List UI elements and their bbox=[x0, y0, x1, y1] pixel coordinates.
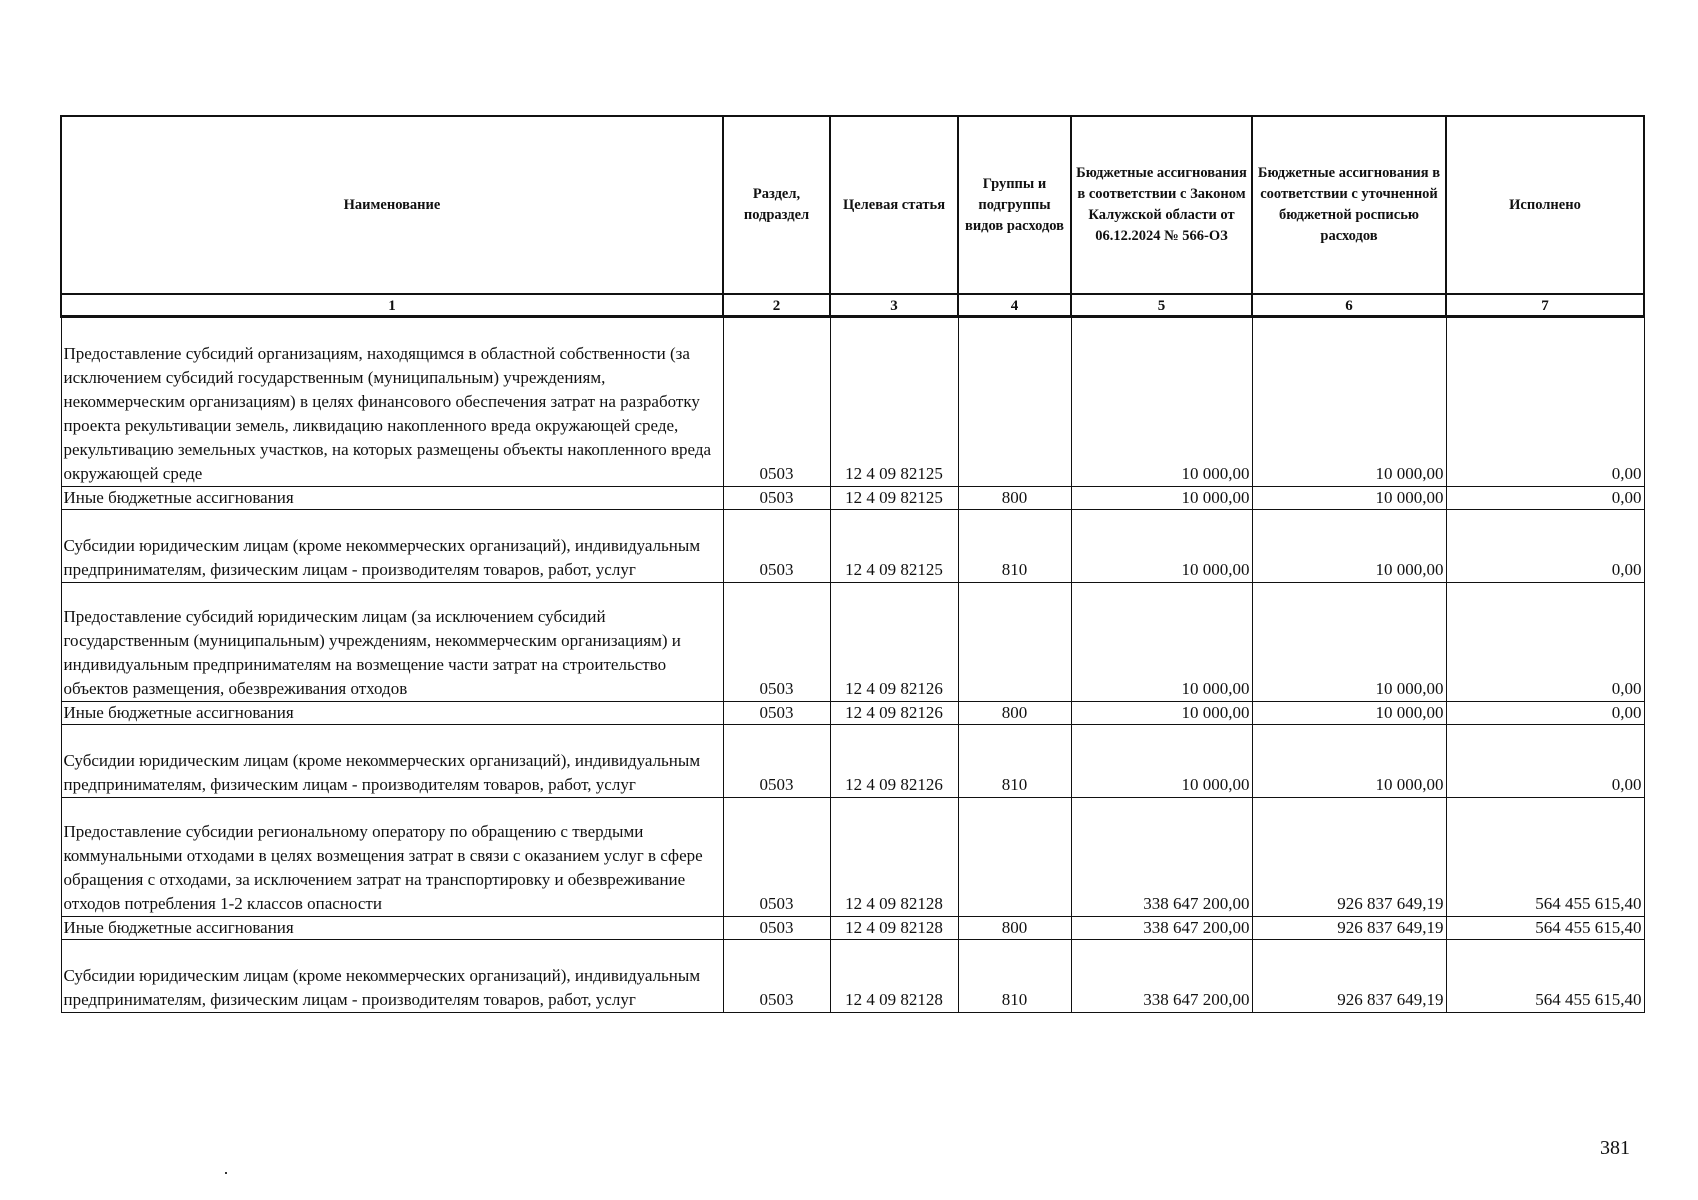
column-number: 1 bbox=[61, 294, 723, 317]
row-group bbox=[958, 317, 1071, 487]
row-article: 12 4 09 82128 bbox=[830, 798, 958, 917]
row-law-amount: 10 000,00 bbox=[1071, 487, 1252, 510]
scan-speck bbox=[225, 1172, 227, 1174]
table-row bbox=[61, 940, 1644, 1013]
header-law-allocations: Бюджетные ассигнования в соответствии с Законом Калужской области от 06.12.2024 № 566-ОЗ bbox=[1071, 116, 1252, 294]
row-article: 12 4 09 82125 bbox=[830, 317, 958, 487]
row-executed-amount: 564 455 615,40 bbox=[1446, 798, 1644, 917]
row-section: 0503 bbox=[723, 317, 830, 487]
budget-table bbox=[60, 115, 1645, 1013]
row-article: 12 4 09 82126 bbox=[830, 725, 958, 798]
page-number: 381 bbox=[1600, 1137, 1630, 1159]
row-executed-amount: 0,00 bbox=[1446, 487, 1644, 510]
row-law-amount: 10 000,00 bbox=[1071, 702, 1252, 725]
row-section: 0503 bbox=[723, 940, 830, 1013]
row-executed-amount: 0,00 bbox=[1446, 510, 1644, 583]
table-row bbox=[61, 487, 1644, 510]
header-section: Раздел, подраздел bbox=[723, 116, 830, 294]
row-refined-amount: 10 000,00 bbox=[1252, 487, 1446, 510]
row-refined-amount: 926 837 649,19 bbox=[1252, 917, 1446, 940]
row-name: Предоставление субсидий организациям, находящимся в областной собственности (за исключением субсидий государственным (муниципальным) учреждениям, некоммерческим организациям) в целях финансового обеспечения затрат на разработку проекта рекультивации земель, ликвидацию накопленного вреда окружающей среде, рекультивацию земельных участков, на которых размещены объекты накопленного вреда окружающей среде bbox=[61, 317, 723, 487]
column-number: 2 bbox=[723, 294, 830, 317]
row-name: Субсидии юридическим лицам (кроме некоммерческих организаций), индивидуальным предпринимателям, физическим лицам - производителям товаров, работ, услуг bbox=[61, 940, 723, 1013]
header-executed: Исполнено bbox=[1446, 116, 1644, 294]
row-refined-amount: 10 000,00 bbox=[1252, 725, 1446, 798]
row-refined-amount: 10 000,00 bbox=[1252, 317, 1446, 487]
row-name: Иные бюджетные ассигнования bbox=[61, 917, 723, 940]
row-group bbox=[958, 798, 1071, 917]
row-name: Иные бюджетные ассигнования bbox=[61, 702, 723, 725]
column-number-row bbox=[61, 294, 1644, 317]
row-executed-amount: 0,00 bbox=[1446, 702, 1644, 725]
row-name: Предоставление субсидий юридическим лицам (за исключением субсидий государственным (муниципальным) учреждениям, некоммерческим организациям) и индивидуальным предпринимателям на возмещение части затрат на строительство объектов размещения, обезвреживания отходов bbox=[61, 583, 723, 702]
header-target-article: Целевая статья bbox=[830, 116, 958, 294]
row-name: Иные бюджетные ассигнования bbox=[61, 487, 723, 510]
column-number: 4 bbox=[958, 294, 1071, 317]
row-article: 12 4 09 82128 bbox=[830, 940, 958, 1013]
table-row bbox=[61, 702, 1644, 725]
row-executed-amount: 0,00 bbox=[1446, 583, 1644, 702]
row-law-amount: 10 000,00 bbox=[1071, 583, 1252, 702]
row-executed-amount: 0,00 bbox=[1446, 725, 1644, 798]
row-law-amount: 338 647 200,00 bbox=[1071, 798, 1252, 917]
table-header-row bbox=[61, 116, 1644, 294]
column-number: 5 bbox=[1071, 294, 1252, 317]
row-law-amount: 338 647 200,00 bbox=[1071, 917, 1252, 940]
header-refined-allocations: Бюджетные ассигнования в соответствии с уточненной бюджетной росписью расходов bbox=[1252, 116, 1446, 294]
row-article: 12 4 09 82126 bbox=[830, 583, 958, 702]
row-refined-amount: 10 000,00 bbox=[1252, 702, 1446, 725]
row-section: 0503 bbox=[723, 583, 830, 702]
row-name: Субсидии юридическим лицам (кроме некоммерческих организаций), индивидуальным предпринимателям, физическим лицам - производителям товаров, работ, услуг bbox=[61, 510, 723, 583]
row-name: Субсидии юридическим лицам (кроме некоммерческих организаций), индивидуальным предпринимателям, физическим лицам - производителям товаров, работ, услуг bbox=[61, 725, 723, 798]
table-row bbox=[61, 510, 1644, 583]
row-article: 12 4 09 82125 bbox=[830, 510, 958, 583]
table-row bbox=[61, 917, 1644, 940]
row-article: 12 4 09 82128 bbox=[830, 917, 958, 940]
table-row bbox=[61, 725, 1644, 798]
row-group: 810 bbox=[958, 725, 1071, 798]
row-section: 0503 bbox=[723, 798, 830, 917]
row-executed-amount: 564 455 615,40 bbox=[1446, 940, 1644, 1013]
row-law-amount: 10 000,00 bbox=[1071, 725, 1252, 798]
row-section: 0503 bbox=[723, 725, 830, 798]
table-row bbox=[61, 798, 1644, 917]
row-refined-amount: 10 000,00 bbox=[1252, 510, 1446, 583]
row-group bbox=[958, 583, 1071, 702]
row-refined-amount: 926 837 649,19 bbox=[1252, 798, 1446, 917]
row-refined-amount: 926 837 649,19 bbox=[1252, 940, 1446, 1013]
table-row bbox=[61, 583, 1644, 702]
row-group: 800 bbox=[958, 917, 1071, 940]
row-section: 0503 bbox=[723, 510, 830, 583]
row-group: 800 bbox=[958, 487, 1071, 510]
row-law-amount: 10 000,00 bbox=[1071, 317, 1252, 487]
table-row bbox=[61, 317, 1644, 487]
header-name: Наименование bbox=[61, 116, 723, 294]
row-section: 0503 bbox=[723, 702, 830, 725]
row-group: 810 bbox=[958, 510, 1071, 583]
row-section: 0503 bbox=[723, 917, 830, 940]
row-law-amount: 338 647 200,00 bbox=[1071, 940, 1252, 1013]
row-group: 810 bbox=[958, 940, 1071, 1013]
row-article: 12 4 09 82125 bbox=[830, 487, 958, 510]
row-executed-amount: 564 455 615,40 bbox=[1446, 917, 1644, 940]
header-expense-groups: Группы и подгруппы видов расходов bbox=[958, 116, 1071, 294]
row-law-amount: 10 000,00 bbox=[1071, 510, 1252, 583]
column-number: 3 bbox=[830, 294, 958, 317]
row-name: Предоставление субсидии региональному оператору по обращению с твердыми коммунальными отходами в целях возмещения затрат в связи с оказанием услуг в сфере обращения с отходами, за исключением затрат на транспортировку и обезвреживание отходов потребления 1-2 классов опасности bbox=[61, 798, 723, 917]
row-refined-amount: 10 000,00 bbox=[1252, 583, 1446, 702]
row-executed-amount: 0,00 bbox=[1446, 317, 1644, 487]
row-section: 0503 bbox=[723, 487, 830, 510]
column-number: 7 bbox=[1446, 294, 1644, 317]
column-number: 6 bbox=[1252, 294, 1446, 317]
row-group: 800 bbox=[958, 702, 1071, 725]
row-article: 12 4 09 82126 bbox=[830, 702, 958, 725]
